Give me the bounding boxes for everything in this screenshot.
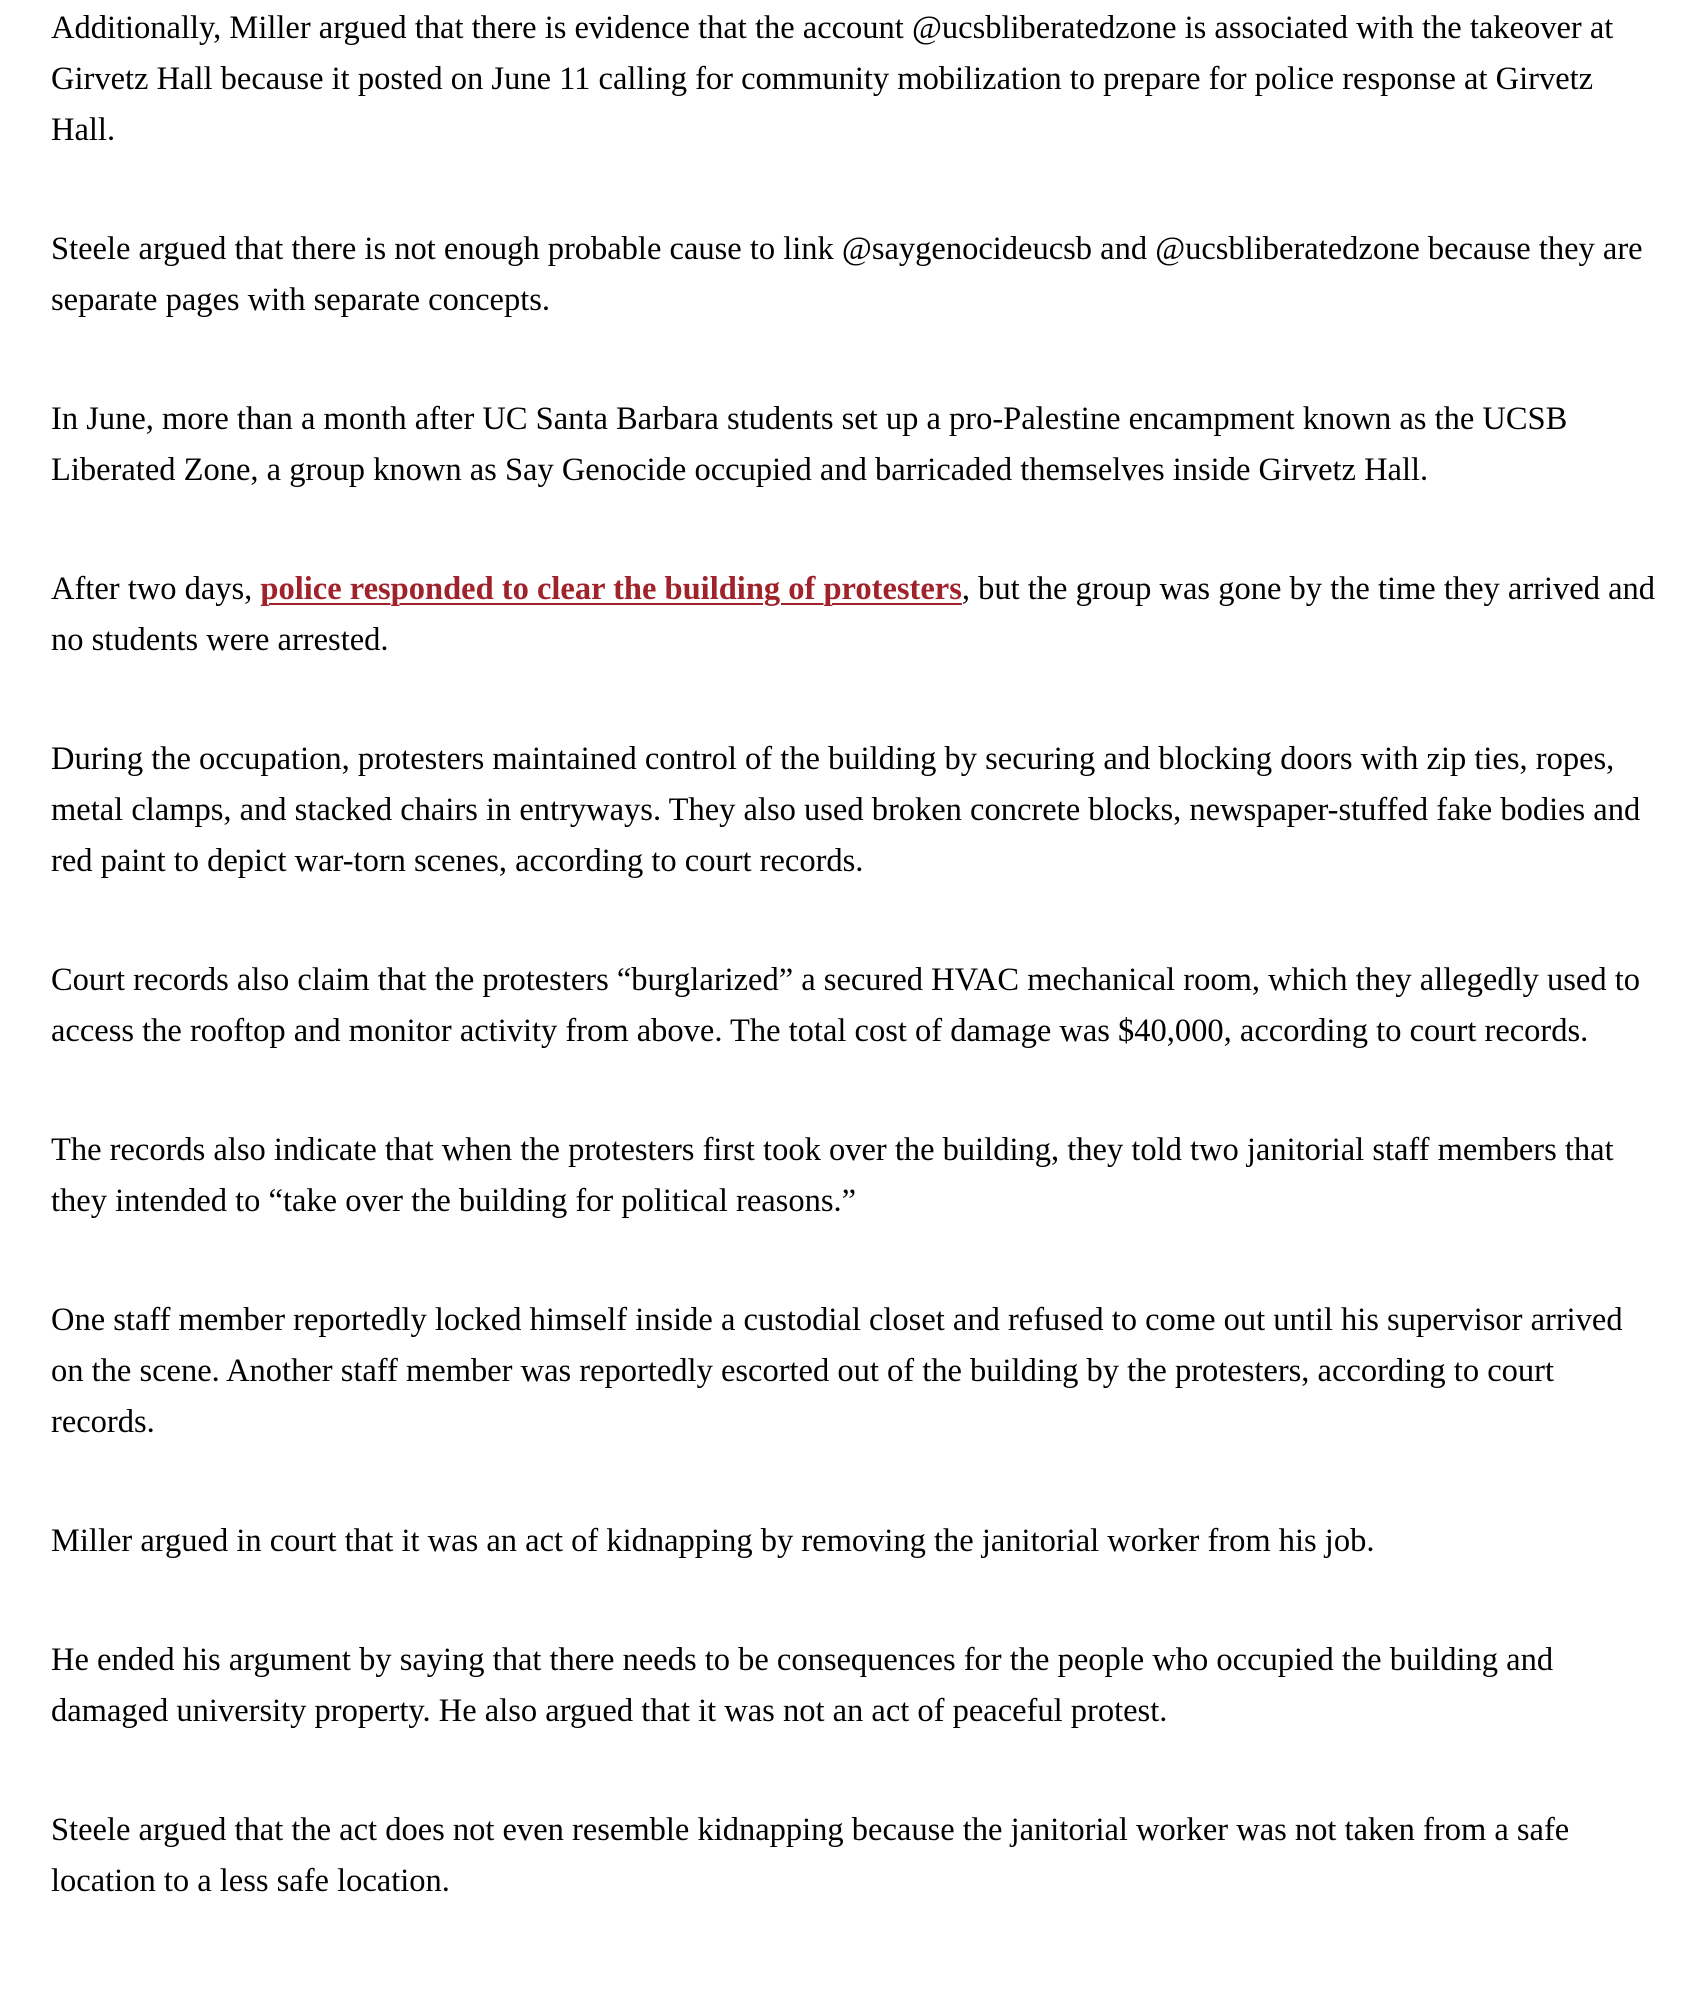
police-response-link[interactable]: police responded to clear the building of protesters — [260, 571, 962, 607]
paragraph-text: After two days, — [51, 571, 261, 607]
paragraph: In June, more than a month after UC Santa Barbara students set up a pro-Palestine encampment known as the UCSB Liberated Zone, a group known as Say Genocide occupied and barricaded themselves inside Girvetz Hall. — [51, 401, 1568, 488]
paragraph: The records also indicate that when the protesters first took over the building, they told two janitorial staff members that they intended to “take over the building for political reasons.” — [51, 1132, 1614, 1219]
paragraph: During the occupation, protesters maintained control of the building by securing and blocking doors with zip ties, ropes, metal clamps, and stacked chairs in entryways. They also used broken concrete blocks, newspaper-stuffed fake bodies and red paint to depict war-torn scenes, according to court records. — [51, 741, 1641, 879]
paragraph: He ended his argument by saying that there needs to be consequences for the people who occupied the building and damaged university property. He also argued that it was not an act of peaceful protest. — [51, 1642, 1554, 1729]
paragraph: Court records also claim that the protesters “burglarized” a secured HVAC mechanical room, which they allegedly used to access the rooftop and monitor activity from above. The total cost of damage was $40,000, according to court records. — [51, 962, 1640, 1049]
paragraph: One staff member reportedly locked himself inside a custodial closet and refused to come out until his supervisor arrived on the scene. Another staff member was reportedly escorted out of the building by the protesters, according to court records. — [51, 1302, 1623, 1440]
paragraph — [51, 564, 1660, 666]
paragraph: Steele argued that the act does not even resemble kidnapping because the janitorial worker was not taken from a safe location to a less safe location. — [51, 1812, 1570, 1899]
paragraph: Steele argued that there is not enough probable cause to link @saygenocideucsb and @ucsbliberatedzone because they are separate pages with separate concepts. — [51, 231, 1643, 318]
paragraph: Additionally, Miller argued that there is evidence that the account @ucsbliberatedzone is associated with the takeover at Girvetz Hall because it posted on June 11 calling for community mobilization to prepare for police response at Girvetz Hall. — [51, 10, 1614, 148]
paragraph-text: , but the group was gone by the time they arrived and no students were arrested. — [51, 571, 1656, 658]
paragraph: Miller argued in court that it was an act of kidnapping by removing the janitorial worker from his job. — [51, 1523, 1375, 1559]
